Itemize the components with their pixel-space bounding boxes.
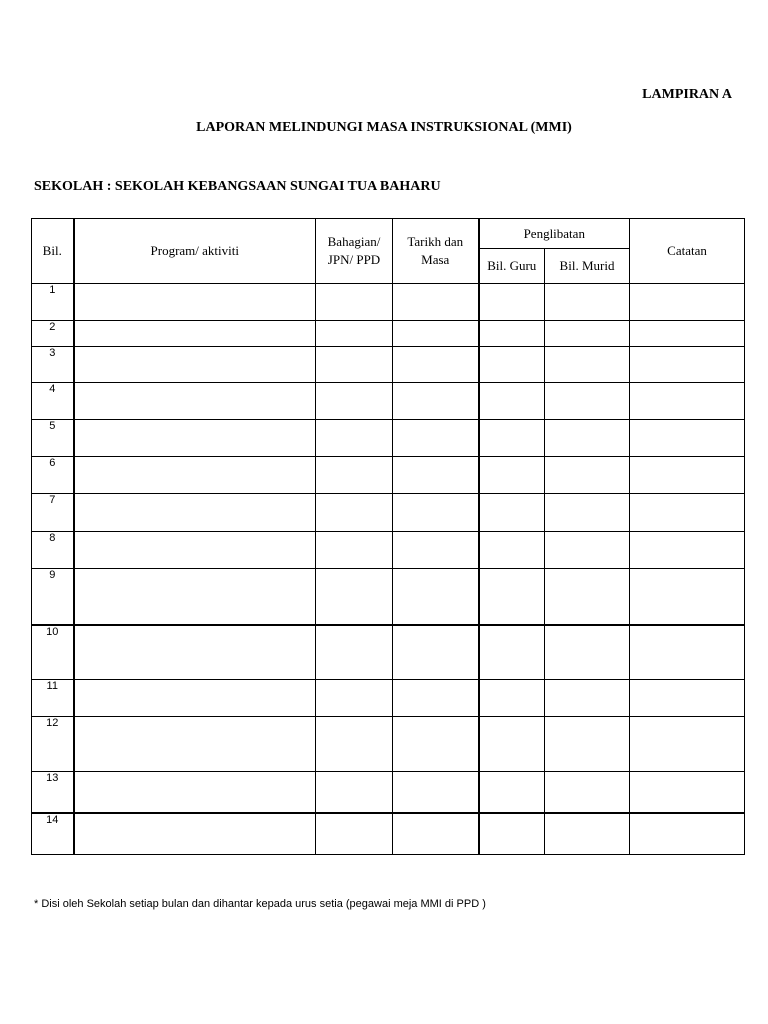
table-row bbox=[32, 813, 745, 855]
cell-bil-guru[interactable] bbox=[479, 383, 545, 420]
header-penglibatan: Penglibatan bbox=[479, 219, 630, 249]
cell-tarikh[interactable] bbox=[393, 321, 479, 347]
cell-catatan[interactable] bbox=[630, 813, 745, 855]
header-catatan: Catatan bbox=[630, 219, 745, 284]
header-bil: Bil. bbox=[32, 219, 74, 284]
row-number: 8 bbox=[32, 532, 74, 569]
cell-tarikh[interactable] bbox=[393, 383, 479, 420]
header-bahagian: Bahagian/ JPN/ PPD bbox=[316, 219, 393, 284]
cell-catatan[interactable] bbox=[630, 494, 745, 532]
cell-bahagian[interactable] bbox=[316, 284, 393, 321]
table-row bbox=[32, 772, 745, 813]
cell-bahagian[interactable] bbox=[316, 680, 393, 717]
cell-catatan[interactable] bbox=[630, 772, 745, 813]
cell-bahagian[interactable] bbox=[316, 717, 393, 772]
row-number: 2 bbox=[32, 321, 74, 347]
cell-catatan[interactable] bbox=[630, 383, 745, 420]
cell-program[interactable] bbox=[74, 284, 316, 321]
cell-bahagian[interactable] bbox=[316, 772, 393, 813]
table-row bbox=[32, 321, 745, 347]
cell-tarikh[interactable] bbox=[393, 569, 479, 625]
footer-note: * Disi oleh Sekolah setiap bulan dan dihantar kepada urus setia (pegawai meja MMI di PPD ) bbox=[34, 898, 486, 910]
cell-bahagian[interactable] bbox=[316, 321, 393, 347]
cell-bil-guru[interactable] bbox=[479, 717, 545, 772]
cell-program[interactable] bbox=[74, 717, 316, 772]
cell-bil-murid[interactable] bbox=[545, 383, 630, 420]
cell-bahagian[interactable] bbox=[316, 420, 393, 457]
cell-bil-murid[interactable] bbox=[545, 457, 630, 494]
cell-catatan[interactable] bbox=[630, 532, 745, 569]
cell-bil-guru[interactable] bbox=[479, 772, 545, 813]
cell-bil-murid[interactable] bbox=[545, 813, 630, 855]
row-number: 1 bbox=[32, 284, 74, 321]
cell-catatan[interactable] bbox=[630, 420, 745, 457]
cell-bahagian[interactable] bbox=[316, 494, 393, 532]
cell-program[interactable] bbox=[74, 321, 316, 347]
row-number: 3 bbox=[32, 347, 74, 383]
header-bil-guru: Bil. Guru bbox=[479, 249, 545, 284]
cell-bil-guru[interactable] bbox=[479, 347, 545, 383]
table-row bbox=[32, 717, 745, 772]
cell-program[interactable] bbox=[74, 772, 316, 813]
cell-catatan[interactable] bbox=[630, 680, 745, 717]
cell-tarikh[interactable] bbox=[393, 813, 479, 855]
header-bil-murid: Bil. Murid bbox=[545, 249, 630, 284]
lampiran-label: LAMPIRAN A bbox=[642, 87, 732, 102]
row-number: 6 bbox=[32, 457, 74, 494]
document-title: LAPORAN MELINDUNGI MASA INSTRUKSIONAL (MMI) bbox=[196, 120, 572, 135]
cell-bil-guru[interactable] bbox=[479, 284, 545, 321]
table-row bbox=[32, 680, 745, 717]
cell-bil-guru[interactable] bbox=[479, 569, 545, 625]
row-number: 9 bbox=[32, 569, 74, 625]
cell-catatan[interactable] bbox=[630, 284, 745, 321]
table-row bbox=[32, 625, 745, 680]
row-number: 11 bbox=[32, 680, 74, 717]
cell-bil-murid[interactable] bbox=[545, 625, 630, 680]
cell-bil-murid[interactable] bbox=[545, 680, 630, 717]
cell-program[interactable] bbox=[74, 347, 316, 383]
cell-bahagian[interactable] bbox=[316, 383, 393, 420]
cell-tarikh[interactable] bbox=[393, 494, 479, 532]
row-number: 12 bbox=[32, 717, 74, 772]
header-tarikh: Tarikh dan Masa bbox=[393, 219, 479, 284]
cell-bil-murid[interactable] bbox=[545, 569, 630, 625]
table-row bbox=[32, 420, 745, 457]
table-row bbox=[32, 494, 745, 532]
cell-tarikh[interactable] bbox=[393, 532, 479, 569]
cell-bil-guru[interactable] bbox=[479, 420, 545, 457]
cell-bil-murid[interactable] bbox=[545, 347, 630, 383]
cell-bahagian[interactable] bbox=[316, 532, 393, 569]
cell-bil-guru[interactable] bbox=[479, 494, 545, 532]
cell-bahagian[interactable] bbox=[316, 347, 393, 383]
cell-bil-murid[interactable] bbox=[545, 772, 630, 813]
cell-program[interactable] bbox=[74, 680, 316, 717]
cell-bil-guru[interactable] bbox=[479, 457, 545, 494]
cell-catatan[interactable] bbox=[630, 347, 745, 383]
cell-catatan[interactable] bbox=[630, 625, 745, 680]
cell-bil-murid[interactable] bbox=[545, 717, 630, 772]
cell-bil-murid[interactable] bbox=[545, 532, 630, 569]
cell-program[interactable] bbox=[74, 569, 316, 625]
cell-catatan[interactable] bbox=[630, 321, 745, 347]
cell-bahagian[interactable] bbox=[316, 457, 393, 494]
table-row bbox=[32, 569, 745, 625]
row-number: 7 bbox=[32, 494, 74, 532]
table-row bbox=[32, 532, 745, 569]
table-row bbox=[32, 347, 745, 383]
cell-bahagian[interactable] bbox=[316, 813, 393, 855]
cell-catatan[interactable] bbox=[630, 717, 745, 772]
cell-tarikh[interactable] bbox=[393, 284, 479, 321]
row-number: 10 bbox=[32, 625, 74, 680]
cell-program[interactable] bbox=[74, 625, 316, 680]
cell-program[interactable] bbox=[74, 420, 316, 457]
cell-program[interactable] bbox=[74, 532, 316, 569]
cell-bahagian[interactable] bbox=[316, 569, 393, 625]
school-name: SEKOLAH : SEKOLAH KEBANGSAAN SUNGAI TUA BAHARU bbox=[34, 179, 441, 194]
cell-bil-murid[interactable] bbox=[545, 321, 630, 347]
cell-tarikh[interactable] bbox=[393, 680, 479, 717]
cell-tarikh[interactable] bbox=[393, 347, 479, 383]
table-row bbox=[32, 457, 745, 494]
cell-tarikh[interactable] bbox=[393, 625, 479, 680]
row-number: 5 bbox=[32, 420, 74, 457]
cell-tarikh[interactable] bbox=[393, 717, 479, 772]
table-row bbox=[32, 284, 745, 321]
report-table bbox=[31, 218, 745, 855]
cell-bil-guru[interactable] bbox=[479, 321, 545, 347]
header-program: Program/ aktiviti bbox=[74, 219, 316, 284]
cell-program[interactable] bbox=[74, 813, 316, 855]
cell-bil-murid[interactable] bbox=[545, 284, 630, 321]
cell-program[interactable] bbox=[74, 457, 316, 494]
cell-bil-murid[interactable] bbox=[545, 420, 630, 457]
cell-program[interactable] bbox=[74, 383, 316, 420]
cell-bil-guru[interactable] bbox=[479, 625, 545, 680]
row-number: 4 bbox=[32, 383, 74, 420]
cell-bil-murid[interactable] bbox=[545, 494, 630, 532]
cell-program[interactable] bbox=[74, 494, 316, 532]
cell-tarikh[interactable] bbox=[393, 772, 479, 813]
row-number: 14 bbox=[32, 813, 74, 855]
table-row bbox=[32, 383, 745, 420]
cell-catatan[interactable] bbox=[630, 569, 745, 625]
cell-catatan[interactable] bbox=[630, 457, 745, 494]
cell-tarikh[interactable] bbox=[393, 420, 479, 457]
row-number: 13 bbox=[32, 772, 74, 813]
cell-bil-guru[interactable] bbox=[479, 680, 545, 717]
cell-bil-guru[interactable] bbox=[479, 813, 545, 855]
cell-tarikh[interactable] bbox=[393, 457, 479, 494]
cell-bahagian[interactable] bbox=[316, 625, 393, 680]
cell-bil-guru[interactable] bbox=[479, 532, 545, 569]
